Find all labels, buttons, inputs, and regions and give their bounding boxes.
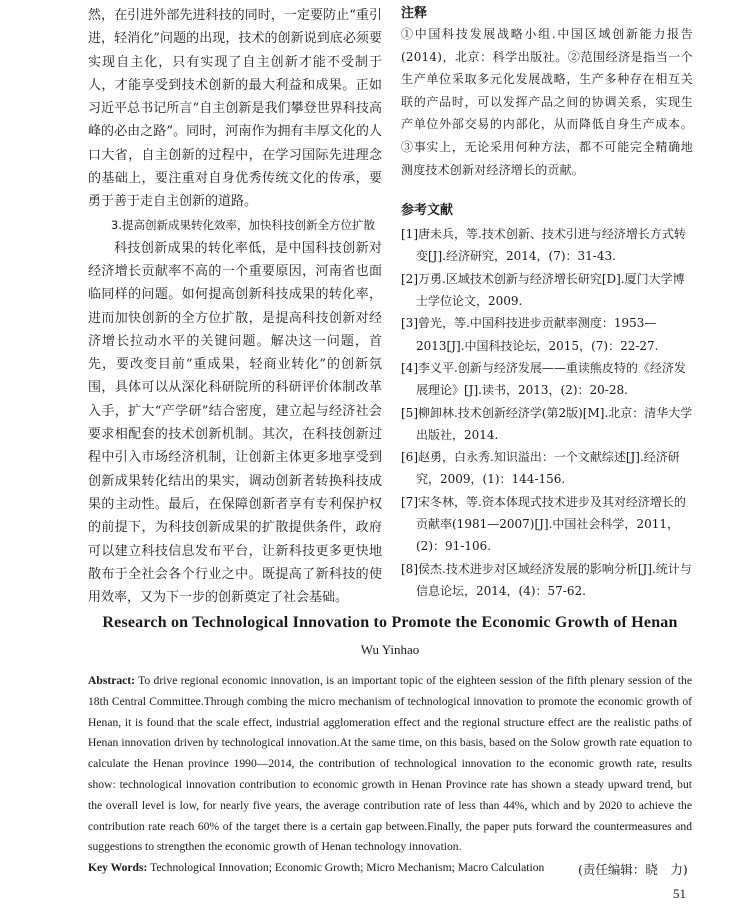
abstract-text: To drive regional economic innovation, is an important topic of the eighteen session of the fifth plenary session of the 18th Central Committee.Through combing the micro mechanism of technological innovation to promote the economic growth of Henan, it is found that the scale effect, industrial agglomeration effect and the regional structure effect are the realistic paths of Henan innovation driven by technological innovation.At the same time, on this basis, based on the Solow growth rate equation to calculate the Henan province 1990—2014, the contribution of technological innovation to the economic growth rate, results show: technological innovation contribution to economic growth in Henan Province rate has shown a steady upward trend, but the overall level is low, for nearly five years, the average contribution rate of less than 44%, which and by 2020 to achieve the contribution rate reach 60% of the target there is a certain gap between.Finally, the paper puts forward the countermeasures and suggestions to strengthen the economic growth of Henan technology innovation. bbox=[88, 674, 692, 854]
left-column bbox=[88, 4, 382, 609]
section-subheading: 3.提高创新成果转化效率，加快科技创新全方位扩散 bbox=[111, 217, 375, 232]
reference-item: [7]宋冬林，等.资本体现式技术进步及其对经济增长的贡献率(1981—2007)[J].中国社会科学，2011，(2)：91-106. bbox=[401, 494, 686, 554]
english-author: Wu Yinhao bbox=[360, 642, 420, 657]
english-title: Research on Technological Innovation to Promote the Economic Growth of Henan bbox=[102, 614, 678, 631]
reference-item: [3]曾光，等.中国科技进步贡献率测度：1953—2013[J].中国科技论坛，2015，(7)：22-27. bbox=[401, 316, 659, 353]
page-number: 51 bbox=[673, 886, 686, 901]
editor-note: (责任编辑：晓 力) bbox=[578, 862, 688, 877]
reference-item: [5]柳卸林.技术创新经济学(第2版)[M].北京：清华大学出版社，2014. bbox=[401, 405, 693, 442]
reference-item: [6]赵勇，白永秀.知识溢出：一个文献综述[J].经济研究，2009，(1)：144-156. bbox=[401, 450, 680, 487]
keywords-text: Technological Innovation; Economic Growth; Micro Mechanism; Macro Calculation bbox=[150, 861, 545, 875]
english-abstract-section bbox=[88, 606, 692, 878]
references-list bbox=[401, 223, 693, 602]
reference-item: [2]万勇.区域技术创新与经济增长研究[D].厦门大学博士学位论文，2009. bbox=[401, 271, 685, 309]
notes-text: ①中国科技发展战略小组.中国区域创新能力报告(2014)，北京：科学出版社。②范围经济是指当一个生产单位采取多元化发展战略，生产多种存在相互关联的产品时，可以发挥产品之间的协调关系，实现生产单位外部交易的内部化，从而降低自身生产成本。③事实上，无论采用何种方法，都不可能完全精确地测度技术创新对经济增长的贡献。 bbox=[401, 27, 693, 177]
body-paragraph-2: 科技创新成果的转化率低，是中国科技创新对经济增长贡献率不高的一个重要原因，河南省也面临同样的问题。如何提高创新科技成果的转化率，进而加快创新的全方位扩散，是提高科技创新对经济增长拉动水平的关键问题。解决这一问题，首先，要改变目前“重成果，轻商业转化”的创新氛围，具体可以从深化科研院所的科研评价体制改革入手，扩大“产学研”结合密度，建立起与经济社会要求相配套的技术创新机制。其次，在科技创新过程中引入市场经济机制，让创新主体更多地享受到创新成果转化结出的果实，调动创新者转换科技成果的主动性。最后，在保障创新者享有专利保护权的前提下，为科技创新成果的扩散提供条件，政府可以建立科技信息发布平台，让新科技更多更快地散布于全社会各个行业之中。既提高了新科技的使用效率，又为下一步的创新奠定了社会基础。 bbox=[88, 240, 382, 606]
abstract-label: Abstract bbox=[88, 674, 132, 687]
body-paragraph-1: 然，在引进外部先进科技的同时，一定要防止“重引进，轻消化”问题的出现，技术的创新说到底必须要实现自主化，只有实现了自主创新才能不受制于人，才能享受到技术创新的最大利益和成果。正如习近平总书记所言“自主创新是我们攀登世界科技高峰的必由之路”。同时，河南作为拥有丰厚文化的人口大省，自主创新的过程中，在学习国际先进理念的基础上，要注重对自身优秀传统文化的传承，要勇于善于走自主创新的道路。 bbox=[88, 8, 382, 210]
right-column bbox=[401, 4, 693, 602]
notes-heading: 注释 bbox=[401, 6, 428, 21]
reference-item: [1]唐未兵，等.技术创新、技术引进与经济增长方式转变[J].经济研究，2014，(7)：31-43. bbox=[401, 227, 686, 264]
references-heading: 参考文献 bbox=[401, 203, 454, 219]
reference-item: [4]李义平.创新与经济发展——重读熊皮特的《经济发展理论》[J].读书，2013，(2)：20-28. bbox=[401, 360, 686, 398]
keywords-label: Key Words bbox=[88, 861, 144, 875]
reference-item: [8]侯杰.技术进步对区域经济发展的影响分析[J].统计与信息论坛，2014，(4)：57-62. bbox=[401, 561, 692, 598]
english-keywords: Key Words: Technological Innovation; Economic Growth; Micro Mechanism; Macro Calculation bbox=[88, 861, 545, 875]
english-abstract: Abstract: To drive regional economic innovation, is an important topic of the eighteen session of the fifth plenary session of the 18th Central Committee.Through combing the micro mechanism of technological innovation to promote the economic growth of Henan, it is found that the scale effect, industrial agglomeration effect and the regional structure effect are the realistic paths of Henan innovation driven by technological innovation.At the same time, on this basis, based on the Solow growth rate equation to calculate the Henan province 1990—2014, the contribution of technological innovation to the economic growth rate, results show: technological innovation contribution to economic growth in Henan Province rate has shown a steady upward trend, but the overall level is low, for nearly five years, the average contribution rate of less than 44%, which and by 2020 to achieve the contribution rate reach 60% of the target there is a certain gap between.Finally, the paper puts forward the countermeasures and suggestions to strengthen the economic growth of Henan technology innovation. bbox=[88, 674, 692, 854]
